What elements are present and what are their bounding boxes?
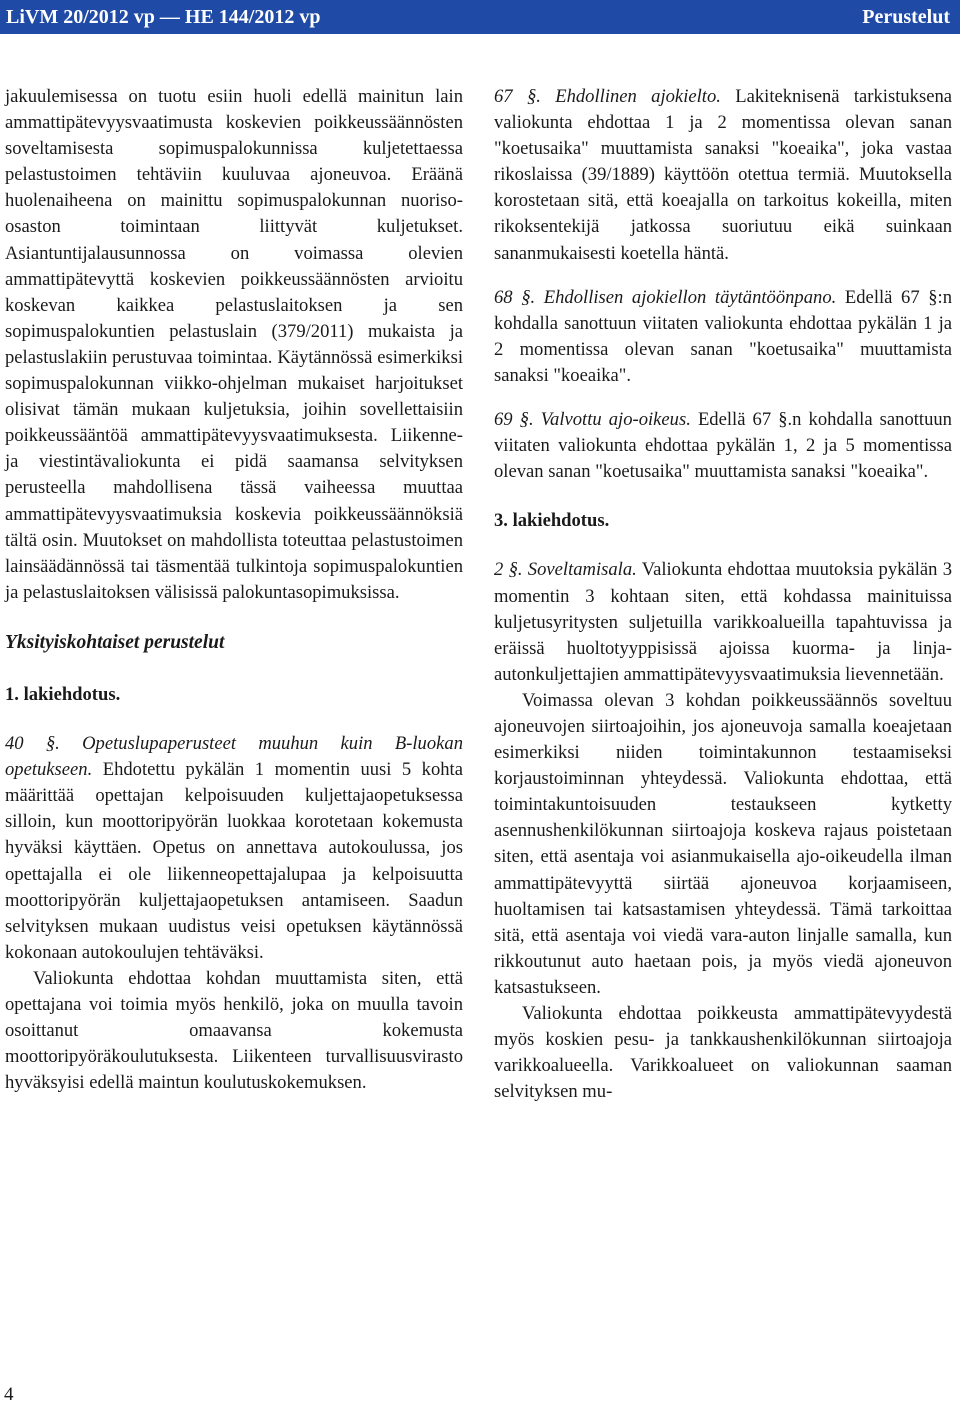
paragraph-69-body: Edellä 67 §.n kohdalla sanottuun viitaten valiokunta ehdottaa pykälän 1, 2 ja 5 momentissa olevan sanan "koetusaika" muuttamista sanaksi "koeaika". bbox=[494, 409, 952, 483]
page-number: 4 bbox=[4, 1384, 14, 1405]
paragraph-67-title: 67 §. Ehdollinen ajokielto. bbox=[494, 86, 721, 107]
intro-paragraph: jakuulemisessa on tuotu esiin huoli edellä mainitun lain ammattipätevyysvaatimusta koskevien poikkeussäännösten soveltamisesta sopimuspalokunnissa kuljetettaessa pelastustoimen tehtäviin kuuluvaa ajoneuvoa. Eräänä huolenaiheena on mainittu sopimuspalokunnan nuoriso-osaston toimintaan liittyvät kuljetukset. Asiantuntijalausunnossa on voimassa olevien ammattipätevyttä koskevien poikkeussäännösten arvioitu koskevan kaikkea pelastuslaitoksen ja sen sopimuspalokuntien pelastuslain (379/2011) mukaista ja pelastuslakiin perustuvaa toimintaa. Käytännössä esimerkiksi sopimuspalokunnan viikko-ohjelman mukaiset harjoitukset olisivat tämän mukaan kuljetuksia, joihin sovellettaisiin poikkeussääntöä ammattipätevyysvaatimuksesta. Liikenne- ja viestintävaliokunta ei pidä saamansa selvityksen perusteella mahdollisena tässä vaiheessa muuttaa ammattipätevyysvaatimuksia koskevia poikkeussäännöksiä tältä osin. Muutokset on mahdollista toteuttaa pelastustoimen lainsäädännössä tai täsmentää tulkintoja sopimuspalokuntien ja pelastuslaitoksen välisissä palokuntasopimuksissa. bbox=[5, 86, 463, 603]
paragraph-2 bbox=[494, 557, 952, 687]
paragraph-2-title: 2 §. Soveltamisala. bbox=[494, 559, 637, 581]
paragraph-2-body-2: Voimassa olevan 3 kohdan poikkeussäännös soveltuu ajoneuvojen siirtoajoihin, jos ajoneuvoja samalla koeajetaan esimerkiksi niiden toimintakunnon testaamiseksi korjaustoiminnan yhteydessä. Valiokunta ehdottaa, että toimintakuntoisuuden testaukseen kytketty asennushenkilökunnan siirtoajoja koskeva rajaus poistetaan siten, että asentaja voi asianmukaisella ajo-oikeudella ilman ammattipätevyyttä siirtää ajoneuvoa korjaamiseen, huoltamisen tai katsastamisen yhteydessä. Tämä tarkoittaa sitä, että asentaja voi viedä vara-auton linjalle samalla, kun rikkoutunut auto haetaan pois, ja myös viedä ajoneuvon katsastukseen. bbox=[494, 689, 952, 998]
section-label: Perustelut bbox=[862, 6, 950, 28]
paragraph-69 bbox=[494, 407, 952, 485]
paragraph-40-body-2: Valiokunta ehdottaa kohdan muuttamista siten, että opettajana voi toimia myös henkilö, joka on muulla tavoin osoittanut omaavansa kokemusta moottoripyöräkoulutuksesta. Liikenteen turvallisuusvirasto hyväksyisi edellä maintun koulutuskokemuksen. bbox=[5, 967, 463, 1094]
law-1-heading: 1. lakiehdotus. bbox=[5, 683, 121, 705]
right-column bbox=[494, 84, 952, 1105]
paragraph-68-body: Edellä 67 §:n kohdalla sanottuun viitaten valiokunta ehdottaa pykälän 1 ja 2 momentissa olevan sanan "koetusaika" muuttamista sanaksi "koeaika". bbox=[494, 286, 952, 386]
law-3-heading: 3. lakiehdotus. bbox=[494, 510, 610, 532]
paragraph-40 bbox=[5, 731, 463, 966]
paragraph-2-body: Valiokunta ehdottaa muutoksia pykälän 3 momentin 3 kohtaan siten, että kohdassa mainituissa kuljetusyritysten suljetuilla varikkoalueilla tapahtuvissa ja eräissä huoltotyyppisissä ajoissa kuorma- ja linja-autonkuljettajien ammattipätevyysvaatimuksia lievennetään. bbox=[494, 559, 952, 685]
section-heading: Yksityiskohtaiset perustelut bbox=[5, 631, 225, 653]
paragraph-40-title: 40 §. Opetuslupaperusteet muuhun kuin B-luokan opetukseen. bbox=[5, 733, 463, 781]
paragraph-67 bbox=[494, 84, 952, 267]
paragraph-68 bbox=[494, 285, 952, 389]
document-reference: LiVM 20/2012 vp — HE 144/2012 vp bbox=[6, 6, 321, 28]
left-column bbox=[5, 84, 463, 1096]
paragraph-40-body: Ehdotettu pykälän 1 momentin uusi 5 kohta määrittää opettajan kelpoisuuden kuljettajaopetuksessa silloin, kun moottoripyörän luokkaa korotetaan kokemusta hyväksi käyttäen. Opetus on annettava autokoulussa, jos opettajalla ei ole liikenneopettajalupaa ja kelpoisuutta moottoripyörän kuljettajaopetuksen antamiseen. Saadun selvityksen mukaan uudistus veisi opetuksen käytännössä kokonaan autokoulujen tehtäväksi. bbox=[5, 759, 463, 963]
running-header bbox=[0, 0, 960, 34]
paragraph-69-title: 69 §. Valvottu ajo-oikeus. bbox=[494, 409, 691, 431]
paragraph-68-title: 68 §. Ehdollisen ajokiellon täytäntöönpano. bbox=[494, 286, 837, 308]
paragraph-2-body-3: Valiokunta ehdottaa poikkeusta ammattipätevyydestä myös koskien pesu- ja tankkaushenkilökunnan siirtoajoja varikkoalueella. Varikkoalueet on valiokunnan saaman selvityksen mu- bbox=[494, 1003, 952, 1103]
paragraph-67-body: Lakiteknisenä tarkistuksena valiokunta ehdottaa 1 ja 2 momentissa olevan sanan "koetusaika" muuttamista sanaksi "koeaika", joka vastaa rikoslaissa (39/1889) käyttöön otettua termiä. Muutoksella korostetaan sitä, että koeajalla on tarkoitus kokeilla, miten rikoksentekijä jatkossa suoriutuu eikä suinkaan sananmukaisesti koetella häntä. bbox=[494, 86, 952, 264]
